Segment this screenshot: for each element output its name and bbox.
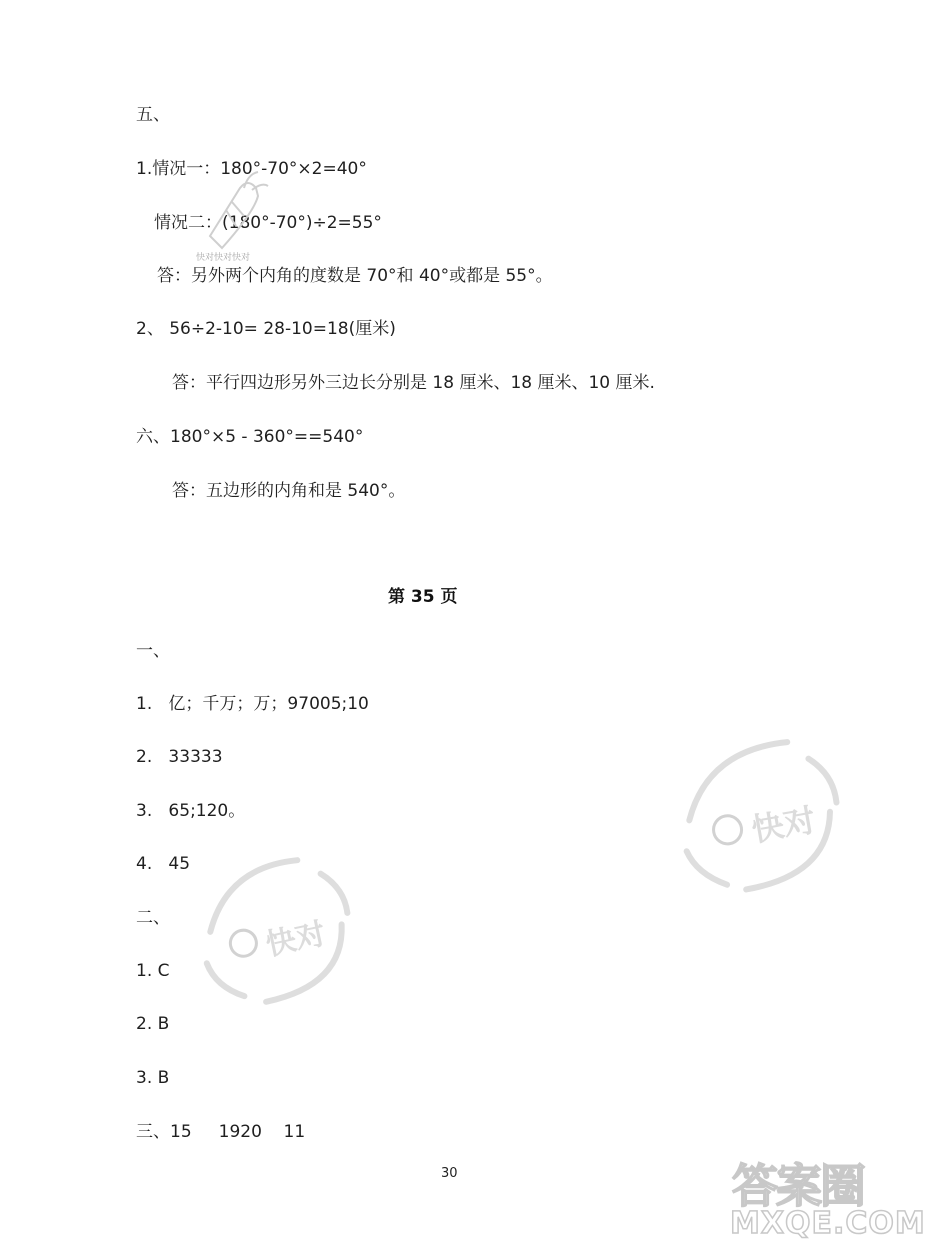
- answer-item-2: 2. 33333: [136, 747, 223, 767]
- section-three-answers: 三、15 1920 11: [136, 1122, 306, 1142]
- answer-1-case-2: 情况二：(180°-70°)÷2=55°: [154, 213, 382, 233]
- small-watermark-text: 快对快对快对: [196, 253, 251, 263]
- answer-item-4: 4. 45: [136, 854, 191, 874]
- answer-2-conclusion: 答：平行四边形另外三边长分别是 18 厘米、18 厘米、10 厘米.: [172, 373, 655, 393]
- site-logo-url: MXQE.COM: [730, 1206, 926, 1241]
- site-logo: [728, 1150, 926, 1246]
- section-six-calc: 六、180°×5 - 360°==540°: [136, 427, 364, 447]
- stamp-watermark-left-text: 快对: [262, 916, 329, 964]
- answer-1-case-1: 1.情况一：180°-70°×2=40°: [136, 159, 367, 179]
- section-one-title: 一、: [136, 641, 170, 661]
- stamp-watermark-right: [646, 712, 874, 924]
- stamp-watermark-left: [166, 830, 387, 1036]
- section-two-title: 二、: [136, 908, 170, 928]
- answer-item-1: 1. 亿；千万；万；97005;10: [136, 694, 369, 714]
- site-logo-text: 答案圈: [732, 1159, 864, 1213]
- page-section-heading: 第 35 页: [388, 587, 458, 607]
- answer-2-calc: 2、 56÷2-10= 28-10=18(厘米): [136, 319, 396, 339]
- choice-answer-2: 2. B: [136, 1014, 170, 1034]
- answer-item-3: 3. 65;120。: [136, 801, 246, 821]
- choice-answer-3: 3. B: [136, 1068, 170, 1088]
- answer-1-conclusion: 答：另外两个内角的度数是 70°和 40°或都是 55°。: [157, 266, 553, 286]
- stamp-watermark-right-text: 快对: [748, 800, 819, 850]
- section-five-title: 五、: [136, 105, 170, 125]
- page-number: 30: [441, 1166, 458, 1181]
- choice-answer-1: 1. C: [136, 961, 170, 981]
- section-six-conclusion: 答：五边形的内角和是 540°。: [172, 481, 406, 501]
